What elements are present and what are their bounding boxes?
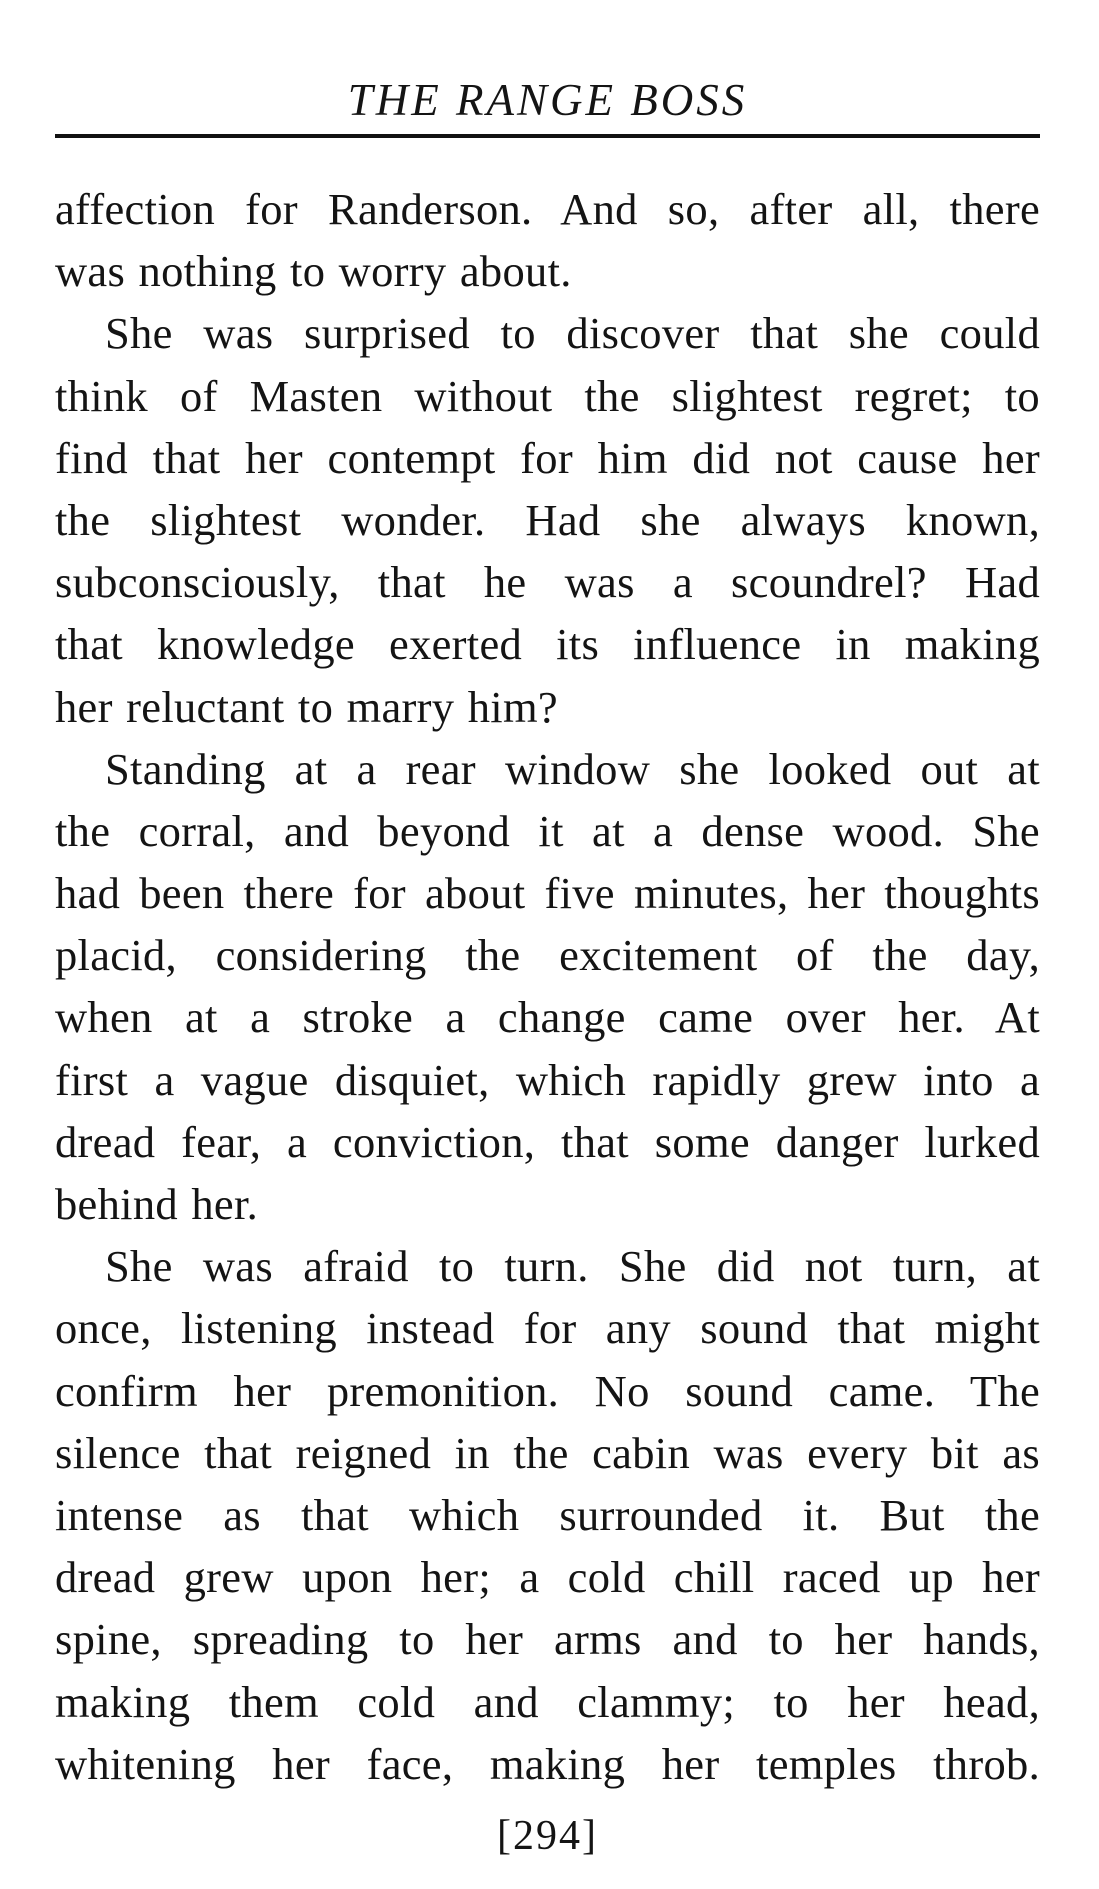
text-line: find that her contempt for him did not cause her (55, 432, 1040, 483)
paragraph (55, 302, 1040, 737)
text-line: dread grew upon her; a cold chill raced up her (55, 1552, 1040, 1603)
text-line: the corral, and beyond it at a dense wood. She (55, 805, 1040, 856)
text-line: She was surprised to discover that she could (105, 308, 1040, 359)
text-line: her reluctant to marry him? (55, 681, 558, 732)
header-rule (55, 134, 1040, 138)
text-line: that knowledge exerted its influence in making (55, 619, 1040, 670)
page-number: [294] (497, 1813, 598, 1859)
text-line: first a vague disquiet, which rapidly grew into a (55, 1054, 1040, 1105)
text-line: Standing at a rear window she looked out at (105, 743, 1040, 794)
text-line: subconsciously, that he was a scoundrel? Had (55, 557, 1040, 608)
text-line: placid, considering the excitement of the day, (55, 930, 1040, 981)
text-line: She was afraid to turn. She did not turn, at (105, 1241, 1040, 1292)
body-text (55, 178, 1040, 1795)
text-line: had been there for about five minutes, her thoughts (55, 868, 1040, 919)
text-line: whitening her face, making her temples throb. (55, 1738, 1040, 1789)
text-line: when at a stroke a change came over her. At (55, 992, 1040, 1043)
text-line: once, listening instead for any sound that might (55, 1303, 1040, 1354)
text-line: the slightest wonder. Had she always known, (55, 494, 1040, 545)
text-line: affection for Randerson. And so, after all, there (55, 184, 1040, 234)
text-line: behind her. (55, 1179, 259, 1229)
paragraph (55, 1235, 1040, 1795)
text-line: think of Masten without the slightest regret; to (55, 370, 1040, 421)
book-page (55, 0, 1040, 1859)
text-line: silence that reigned in the cabin was every bit as (55, 1427, 1040, 1478)
running-head: THE RANGE BOSS (347, 75, 748, 125)
text-line: was nothing to worry about. (55, 246, 572, 297)
text-line: spine, spreading to her arms and to her hands, (55, 1614, 1040, 1665)
paragraph (55, 178, 1040, 302)
text-line: dread fear, a conviction, that some danger lurked (55, 1116, 1040, 1167)
text-line: confirm her premonition. No sound came. The (55, 1365, 1040, 1416)
paragraph (55, 738, 1040, 1236)
text-line: making them cold and clammy; to her head, (55, 1676, 1040, 1727)
text-line: intense as that which surrounded it. But the (55, 1489, 1040, 1540)
